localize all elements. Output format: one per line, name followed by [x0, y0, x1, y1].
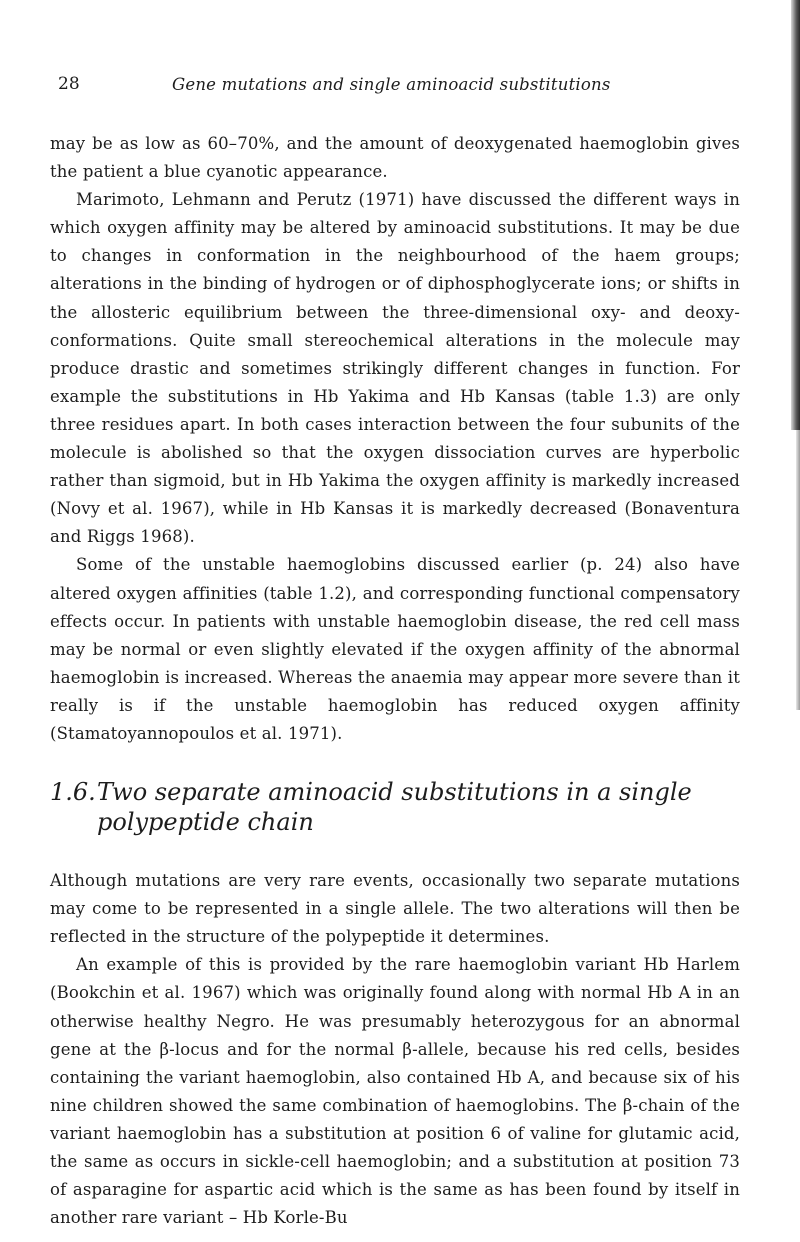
- section-number: 1.6.: [50, 778, 96, 807]
- page-edge-shadow-lower: [796, 430, 800, 710]
- paragraph-unstable-haemoglobins: Some of the unstable haemoglobins discussed earlier (p. 24) also have altered oxygen affinities (table 1.2), and corresponding functional compensatory effects occur. In patients with unstable haemoglobin disease, the red cell mass may be normal or even slightly elevated if the oxygen affinity of the abnormal haemoglobin is increased. Whereas the anaemia may appear more severe than it really is if the unstable haemoglobin has reduced oxygen affinity (Stamatoyannopoulos et al. 1971).: [50, 555, 740, 743]
- section-title: Two separate aminoacid substitutions in a single polypeptide chain: [97, 778, 692, 837]
- paragraph-oxygen-affinity: Marimoto, Lehmann and Perutz (1971) have discussed the different ways in which oxygen affinity may be altered by aminoacid substitutions. It may be due to changes in conformation in the neighbourhood of the haem groups; alterations in the binding of hydrogen or of diphosphoglycerate ions; or shifts in the allosteric equilibrium between the three-dimensional oxy- and deoxy-conformations. Quite small stereochemical alterations in the molecule may produce drastic and sometimes strikingly different changes in function. For example the substitutions in Hb Yakima and Hb Kansas (table 1.3) are only three residues apart. In both cases interaction between the four subunits of the molecule is abolished so that the oxygen dissociation curves are hyperbolic rather than sigmoid, but in Hb Yakima the oxygen affinity is markedly increased (Novy et al. 1967), while in Hb Kansas it is markedly decreased (Bonaventura and Riggs 1968).: [50, 190, 740, 547]
- running-title: Gene mutations and single aminoacid substitutions: [172, 75, 611, 94]
- page-edge-shadow: [791, 0, 800, 430]
- paragraph-hb-harlem: An example of this is provided by the rare haemoglobin variant Hb Harlem (Bookchin et al. 1967) which was originally found along with normal Hb A in an otherwise healthy Negro. He was presumably heterozygous for an abnormal gene at the β-locus and for the normal β-allele, because his red cells, besides containing the variant haemoglobin, also contained Hb A, and because six of his nine children showed the same combination of haemoglobins. The β-chain of the variant haemoglobin has a substitution at position 6 of valine for glutamic acid, the same as occurs in sickle-cell haemoglobin; and a substitution at position 73 of asparagine for aspartic acid which is the same as has been found by itself in another rare variant – Hb Korle-Bu: [50, 955, 740, 1228]
- paragraph-rare-mutations: Although mutations are very rare events, occasionally two separate mutations may come to be represented in a single allele. The two alterations will then be reflected in the structure of the polypeptide it determines.: [50, 871, 740, 947]
- paragraph-continuation: may be as low as 60–70%, and the amount of deoxygenated haemoglobin gives the patient a blue cyanotic appearance.: [50, 134, 740, 182]
- page-header: [58, 74, 738, 98]
- page-number: 28: [58, 74, 80, 94]
- section-heading: [50, 777, 740, 837]
- body-text: [50, 130, 740, 1232]
